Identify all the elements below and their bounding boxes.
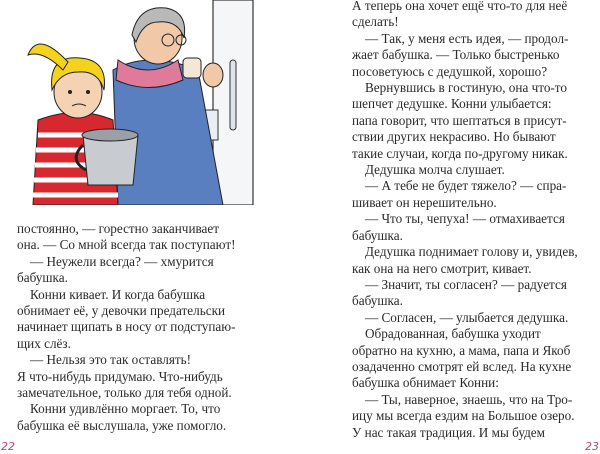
text-line: — Ты, наверное, знаешь, что на Тро- bbox=[365, 391, 573, 407]
text-line: бабушка. bbox=[352, 293, 403, 309]
text-line: ствии других некрасиво. Но бывают bbox=[352, 129, 556, 145]
text-line: Дедушка поднимает голову и, увидев, bbox=[365, 244, 578, 260]
text-line: посоветуюсь с дедушкой, хорошо? bbox=[352, 63, 548, 79]
text-line: бабушка обнимает Конни: bbox=[352, 375, 499, 391]
text-line: Конни удивлённо моргает. То, что bbox=[30, 401, 221, 417]
text-line: — Так, у меня есть идея, — продол- bbox=[365, 30, 569, 46]
text-line: замечательное, только для тебя одной. bbox=[17, 385, 232, 401]
illustration-conni-and-grandma bbox=[8, 0, 258, 205]
text-line: бабушка. bbox=[17, 270, 68, 286]
text-line: Я что-нибудь придумаю. Что-нибудь bbox=[17, 368, 223, 384]
text-line: начинает щипать в носу от подступаю- bbox=[17, 319, 236, 335]
right-page bbox=[300, 0, 600, 454]
text-line: бабушка. bbox=[352, 227, 403, 243]
page-number: 22 bbox=[1, 440, 15, 453]
text-line: — Значит, ты согласен? — радуется bbox=[365, 276, 567, 292]
text-line: жает бабушка. — Только быстренько bbox=[352, 47, 560, 63]
text-line: такие случаи, когда по-другому никак. bbox=[352, 145, 568, 161]
text-line: — Неужели всегда? — хмурится bbox=[30, 253, 214, 269]
right-page-text bbox=[352, 0, 586, 441]
text-line: — Согласен, — улыбается дедушка. bbox=[365, 309, 569, 325]
text-line: щих слёз. bbox=[17, 335, 71, 351]
text-line: постоянно, — горестно заканчивает bbox=[17, 221, 220, 236]
text-line: — Нельзя это так оставлять! bbox=[30, 352, 192, 368]
text-line: сделать! bbox=[352, 14, 399, 30]
text-line: Конни кивает. И когда бабушка bbox=[30, 286, 206, 302]
text-line: Вернувшись в гостиную, она что-то bbox=[365, 80, 567, 96]
text-line: У нас такая традиция. И мы будем bbox=[352, 424, 546, 440]
text-line: обнимает её, у девочки предательски bbox=[17, 303, 226, 319]
text-line: она. — Со мной всегда так поступают! bbox=[17, 237, 236, 253]
text-line: озадаченно смотрят ей вслед. На кухне bbox=[352, 358, 572, 374]
text-line: Обрадованная, бабушка уходит bbox=[365, 326, 541, 342]
text-line: шивает он нерешительно. bbox=[352, 194, 497, 210]
text-line: ицу мы всегда ездим на Большое озеро. bbox=[352, 408, 575, 424]
text-line: обратно на кухню, а мама, папа и Якоб bbox=[352, 342, 571, 358]
text-line: как она на него смотрит, кивает. bbox=[352, 260, 532, 276]
text-line: Дедушка молча слушает. bbox=[365, 162, 505, 178]
left-page-text bbox=[17, 221, 249, 434]
text-line: — А тебе не будет тяжело? — спра- bbox=[365, 178, 567, 194]
page-number: 23 bbox=[585, 440, 599, 453]
text-line: шепчет дедушке. Конни улыбается: bbox=[352, 96, 552, 112]
text-line: бабушка её выслушала, уже помогло. bbox=[17, 417, 227, 433]
text-line: — Что ты, чепуха! — отмахивается bbox=[365, 211, 565, 227]
text-line: папа говорит, что шептаться в присут- bbox=[352, 112, 567, 128]
text-line: А теперь она хочет ещё что-то для неё bbox=[352, 0, 568, 13]
